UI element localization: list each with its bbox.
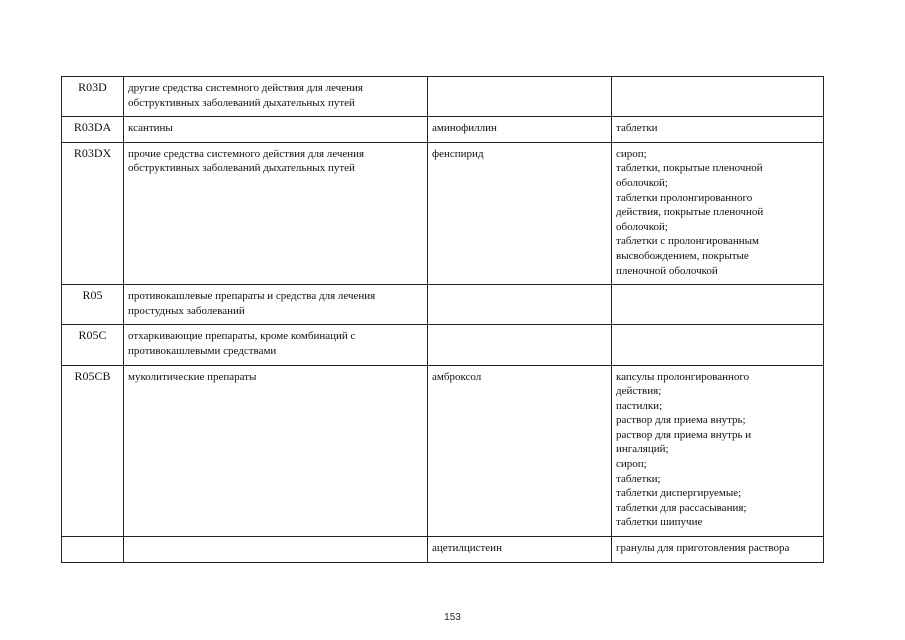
pharmacological-group-cell: противокашлевые препараты и средства для лечения простудных заболеваний <box>124 285 428 325</box>
table-row <box>62 285 824 325</box>
page-number: 153 <box>444 612 461 623</box>
dosage-forms-cell: сироп; таблетки, покрытые пленочной оболочкой; таблетки пролонгированного действия, покрытые пленочной оболочкой; таблетки с пролонгированным высвобождением, покрытые пленочной оболочкой <box>612 142 824 284</box>
table-row <box>62 365 824 537</box>
pharmacological-group-cell: муколитические препараты <box>124 365 428 537</box>
atc-code-cell: R05C <box>62 325 124 365</box>
drug-name-cell: ацетилцистеин <box>428 537 612 563</box>
drug-classification-table <box>61 76 824 563</box>
atc-code-cell: R03D <box>62 77 124 117</box>
drug-name-cell: аминофиллин <box>428 117 612 143</box>
table-row <box>62 142 824 284</box>
drug-name-cell <box>428 285 612 325</box>
atc-code-cell: R05CB <box>62 365 124 537</box>
dosage-forms-cell: гранулы для приготовления раствора <box>612 537 824 563</box>
pharmacological-group-cell: отхаркивающие препараты, кроме комбинаций с противокашлевыми средствами <box>124 325 428 365</box>
pharmacological-group-cell: прочие средства системного действия для лечения обструктивных заболеваний дыхательных путей <box>124 142 428 284</box>
pharmacological-group-cell: ксантины <box>124 117 428 143</box>
dosage-forms-cell <box>612 285 824 325</box>
pharmacological-group-cell: другие средства системного действия для лечения обструктивных заболеваний дыхательных путей <box>124 77 428 117</box>
pharmacological-group-cell <box>124 537 428 563</box>
drug-name-cell <box>428 77 612 117</box>
drug-name-cell <box>428 325 612 365</box>
dosage-forms-cell <box>612 325 824 365</box>
atc-code-cell: R05 <box>62 285 124 325</box>
dosage-forms-cell: таблетки <box>612 117 824 143</box>
drug-name-cell: амброксол <box>428 365 612 537</box>
drug-name-cell: фенспирид <box>428 142 612 284</box>
atc-code-cell: R03DA <box>62 117 124 143</box>
atc-code-cell: R03DX <box>62 142 124 284</box>
table-row <box>62 537 824 563</box>
dosage-forms-cell <box>612 77 824 117</box>
table-row <box>62 325 824 365</box>
table-row <box>62 77 824 117</box>
dosage-forms-cell: капсулы пролонгированного действия; пастилки; раствор для приема внутрь; раствор для приема внутрь и ингаляций; сироп; таблетки; таблетки диспергируемые; таблетки для рассасывания; таблетки шипучие <box>612 365 824 537</box>
table-row <box>62 117 824 143</box>
atc-code-cell <box>62 537 124 563</box>
